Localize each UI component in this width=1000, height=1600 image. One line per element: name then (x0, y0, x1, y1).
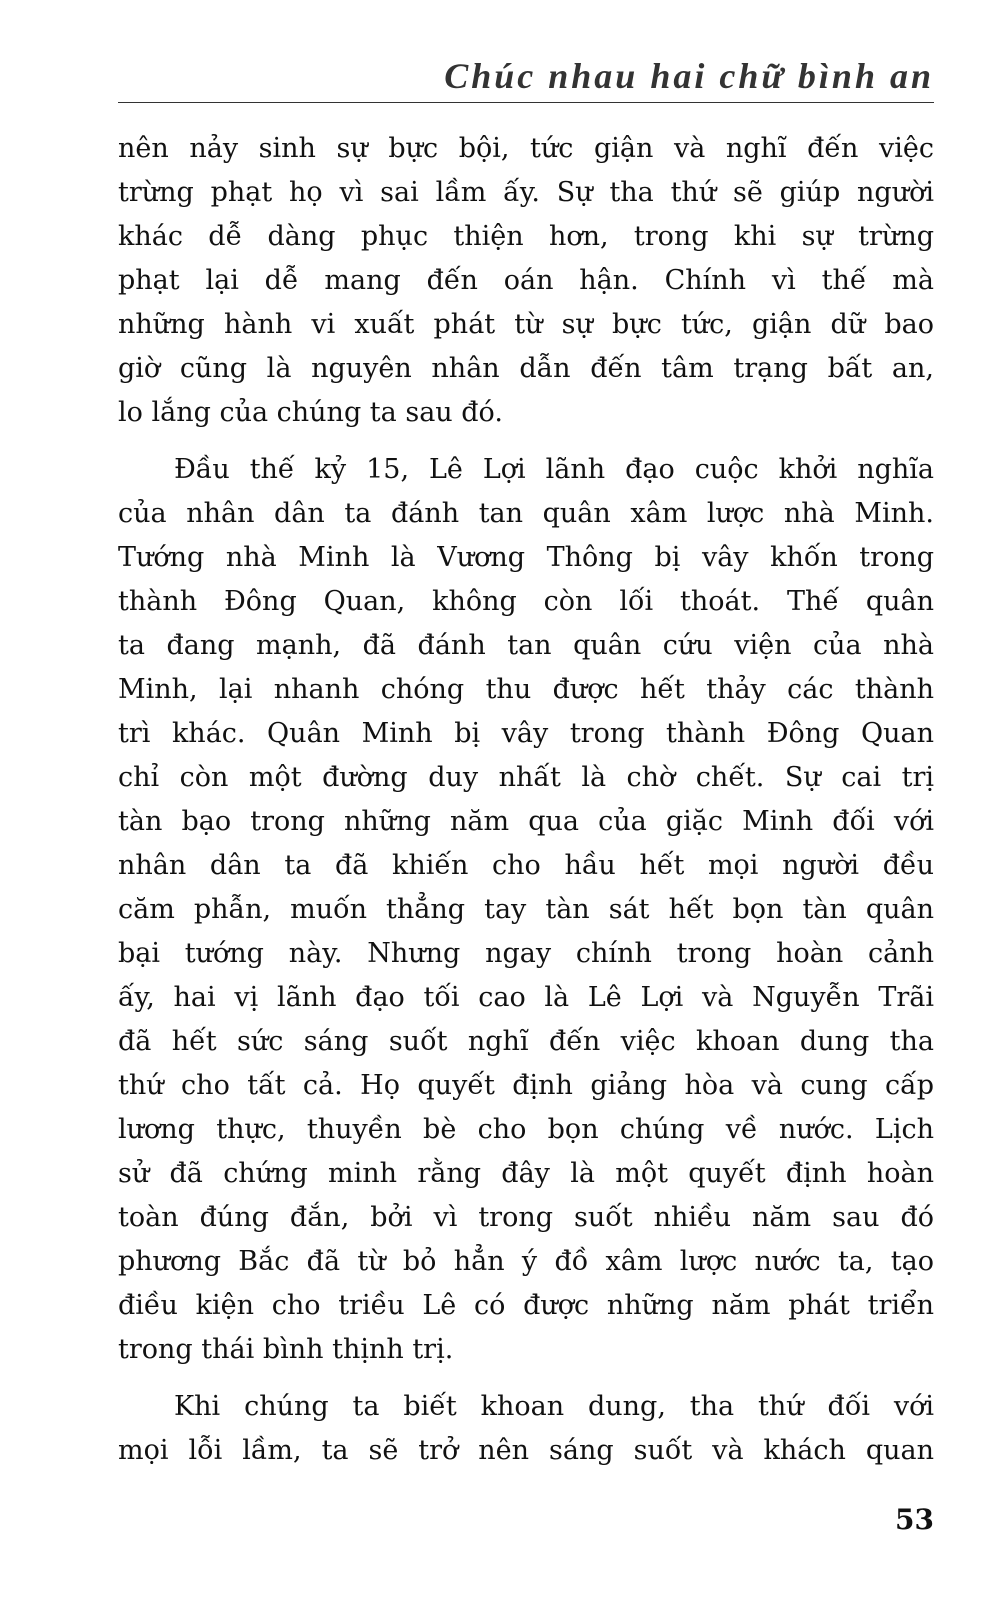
paragraph-1 (118, 127, 934, 435)
text-line: phạt lại dễ mang đến oán hận. Chính vì thế mà (118, 265, 934, 296)
text-line: điều kiện cho triều Lê có được những năm phát triển (118, 1290, 934, 1321)
text-line: khác dễ dàng phục thiện hơn, trong khi sự trừng (118, 221, 934, 252)
text-line: lo lắng của chúng ta sau đó. (118, 397, 503, 428)
body-text (118, 127, 934, 1473)
text-line: đã hết sức sáng suốt nghĩ đến việc khoan dung tha (118, 1026, 934, 1057)
text-line: chỉ còn một đường duy nhất là chờ chết. Sự cai trị (118, 762, 934, 793)
text-line: Tướng nhà Minh là Vương Thông bị vây khốn trong (118, 542, 934, 573)
text-line: phương Bắc đã từ bỏ hẳn ý đồ xâm lược nước ta, tạo (118, 1246, 934, 1277)
text-line: Minh, lại nhanh chóng thu được hết thảy các thành (118, 674, 934, 705)
text-line: của nhân dân ta đánh tan quân xâm lược nhà Minh. (118, 498, 934, 529)
paragraph-3 (118, 1385, 934, 1473)
text-line: bại tướng này. Nhưng ngay chính trong hoàn cảnh (118, 938, 934, 969)
text-line: Đầu thế kỷ 15, Lê Lợi lãnh đạo cuộc khởi nghĩa (174, 454, 934, 485)
text-line: mọi lỗi lầm, ta sẽ trở nên sáng suốt và khách quan (118, 1435, 934, 1466)
page-number: 53 (895, 1503, 934, 1536)
text-line: trong thái bình thịnh trị. (118, 1334, 454, 1365)
text-line: Khi chúng ta biết khoan dung, tha thứ đối với (174, 1391, 934, 1422)
text-line: lương thực, thuyền bè cho bọn chúng về nước. Lịch (118, 1114, 934, 1145)
text-line: những hành vi xuất phát từ sự bực tức, giận dữ bao (118, 309, 934, 340)
text-line: ta đang mạnh, đã đánh tan quân cứu viện của nhà (118, 630, 934, 661)
text-line: nhân dân ta đã khiến cho hầu hết mọi người đều (118, 850, 934, 881)
text-line: tàn bạo trong những năm qua của giặc Minh đối với (118, 806, 934, 837)
text-line: thành Đông Quan, không còn lối thoát. Thế quân (118, 586, 934, 617)
text-line: toàn đúng đắn, bởi vì trong suốt nhiều năm sau đó (118, 1202, 934, 1233)
running-header-title: Chúc nhau hai chữ bình an (444, 56, 934, 96)
text-line: trì khác. Quân Minh bị vây trong thành Đông Quan (118, 718, 934, 749)
text-line: thứ cho tất cả. Họ quyết định giảng hòa và cung cấp (118, 1070, 934, 1101)
text-line: nên nảy sinh sự bực bội, tức giận và nghĩ đến việc (118, 133, 934, 164)
text-line: sử đã chứng minh rằng đây là một quyết định hoàn (118, 1158, 934, 1189)
text-line: trừng phạt họ vì sai lầm ấy. Sự tha thứ sẽ giúp người (118, 177, 934, 208)
header-divider (118, 102, 934, 103)
text-line: giờ cũng là nguyên nhân dẫn đến tâm trạng bất an, (118, 353, 934, 384)
paragraph-2 (118, 448, 934, 1372)
text-line: căm phẫn, muốn thẳng tay tàn sát hết bọn tàn quân (118, 894, 934, 925)
text-line: ấy, hai vị lãnh đạo tối cao là Lê Lợi và Nguyễn Trãi (118, 982, 934, 1013)
